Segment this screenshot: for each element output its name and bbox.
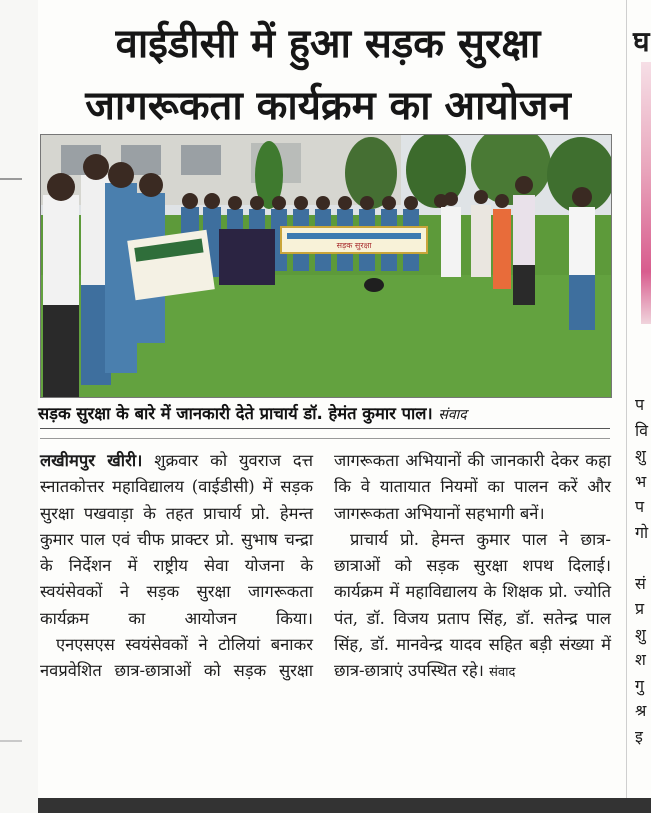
adjacent-line-fragment: इ [635, 726, 643, 746]
adjacent-photo-fragment [641, 62, 651, 324]
adjacent-line-fragment: प [635, 395, 645, 414]
photo-banner-text: सड़क सुरक्षा [336, 241, 372, 250]
adjacent-line-fragment: शु [635, 624, 646, 644]
news-photo [40, 134, 612, 398]
column-divider-mark [0, 740, 22, 742]
adjacent-headline-fragment: घ [633, 25, 650, 58]
caption-credit: संवाद [438, 407, 467, 423]
adjacent-line-fragment: वि [635, 420, 649, 440]
headline-line-2: जागरूकता कार्यक्रम का आयोजन [85, 83, 571, 129]
adjacent-line-fragment: श [635, 650, 646, 669]
adjacent-text-fragment [635, 392, 651, 749]
adjacent-article-strip [626, 0, 651, 813]
column-divider-mark [0, 178, 22, 180]
adjacent-line-fragment [635, 545, 651, 571]
adjacent-line-fragment: सं [635, 573, 646, 593]
adjacent-line-fragment: गो [635, 522, 649, 542]
adjacent-line-fragment: प [635, 497, 645, 516]
photo-caption [38, 401, 610, 424]
caption-text: सड़क सुरक्षा के बारे में जानकारी देते प्राचार्य डॉ. हेमंत कुमार पाल। [38, 404, 433, 423]
headline-line-1: वाईडीसी में हुआ सड़क सुरक्षा [115, 21, 541, 67]
adjacent-line-fragment: शु [635, 446, 646, 465]
article-column-2 [334, 448, 611, 687]
caption-rule [40, 428, 610, 429]
page-bottom-band [38, 798, 651, 813]
end-credit: संवाद [489, 665, 516, 681]
paragraph-1: लखीमपुर खीरी। शुक्रवार को युवराज दत्त स्नातकोत्तर महाविद्यालय (वाईडीसी) में सड़क सुरक्षा पखवाड़ा के तहत प्राचार्य प्रो. हेमन्त कुमार पाल एवं चीफ प्राक्टर प्रो. सुभाष चन्द्रा के निर्देशन में राष्ट्रीय सेवा योजना के स्वयंसेवकों ने सड़क सुरक्षा जागरूकता कार्यक्रम का आयोजन किया। [40, 451, 313, 628]
paragraph-2: एनएसएस स्वयंसेवकों ने टोलियां बनाकर नवप्रवेशित छात्र-छात्राओं को सड़क सुरक्षा [40, 635, 313, 681]
adjacent-line-fragment: गु [635, 675, 645, 695]
adjacent-line-fragment: प्र [635, 599, 645, 618]
adjacent-line-fragment: भ [635, 471, 647, 491]
body-top-rule [40, 438, 610, 439]
article-column-1 [40, 448, 313, 685]
dateline: लखीमपुर खीरी। [40, 451, 143, 470]
left-margin [0, 0, 38, 813]
adjacent-line-fragment: श्र [635, 701, 647, 720]
paragraph-2-continued: जागरूकता अभियानों की जानकारी देकर कहा कि वे यातायात नियमों का पालन करें और जागरूकता अभियानों सहभागी बनें। [334, 451, 611, 523]
paragraph-3: प्राचार्य प्रो. हेमन्त कुमार पाल ने छात्र-छात्राओं को सड़क सुरक्षा शपथ दिलाई। कार्यक्रम में महाविद्यालय के शिक्षक प्रो. ज्योति पंत, डॉ. विजय प्रताप सिंह, डॉ. सतेन्द्र पाल सिंह, डॉ. मानवेन्द्र यादव सहित बड़ी संख्या में छात्र-छात्राएं उपस्थित रहे। संवाद [334, 529, 611, 681]
